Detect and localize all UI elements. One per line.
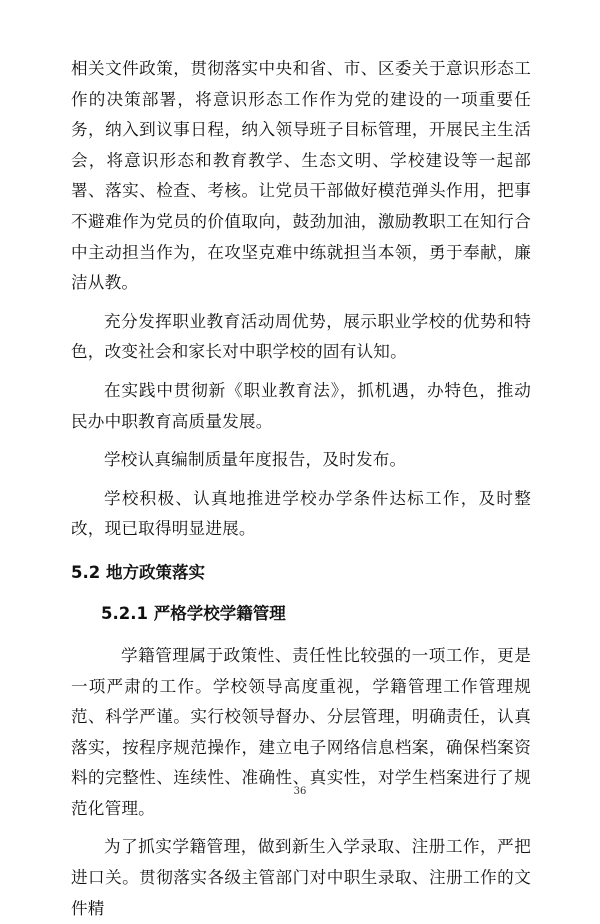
page-number: 36 — [293, 786, 307, 797]
section-heading: 5.2 地方政策落实 — [71, 562, 205, 582]
paragraph-school-conditions: 学校积极、认真地推进学校办学条件达标工作，及时整改，现已取得明显进展。 — [71, 488, 531, 539]
paragraph-quality-report: 学校认真编制质量年度报告，及时发布。 — [104, 450, 407, 470]
subsection-heading: 5.2.1 严格学校学籍管理 — [101, 603, 286, 623]
paragraph-vocational-week: 充分发挥职业教育活动周优势，展示职业学校的优势和特色，改变社会和家长对中职学校的固有认知。 — [71, 311, 531, 362]
paragraph-ideology-work: 相关文件政策，贯彻落实中央和省、市、区委关于意识形态工作的决策部署，将意识形态工作作为党的建设的一项重要任务，纳入到议事日程，纳入领导班子目标管理，开展民主生活会，将意识形态和教育教学、生态文明、学校建设等一起部署、落实、检查、考核。让党员干部做好模范弹头作用，把事不避难作为党员的价值取向，鼓劲加油，激励教职工在知行合中主动担当作为，在攻坚克难中练就担当本领，勇于奉献，廉洁从教。 — [71, 59, 531, 293]
paragraph-vocational-law: 在实践中贯彻新《职业教育法》，抓机遇，办特色，推动民办中职教育高质量发展。 — [71, 380, 531, 431]
paragraph-enrollment: 为了抓实学籍管理，做到新生入学录取、注册工作，严把进口关。贯彻落实各级主管部门对中职生录取、注册工作的文件精 — [71, 837, 531, 918]
paragraph-student-records: 学籍管理属于政策性、责任性比较强的一项工作，更是一项严肃的工作。学校领导高度重视，学籍管理工作管理规范、科学严谨。实行校领导督办、分层管理，明确责任，认真落实，按程序规范操作，建立电子网络信息档案，确保档案资料的完整性、连续性、准确性、真实性，对学生档案进行了规范化管理。 — [71, 645, 531, 818]
